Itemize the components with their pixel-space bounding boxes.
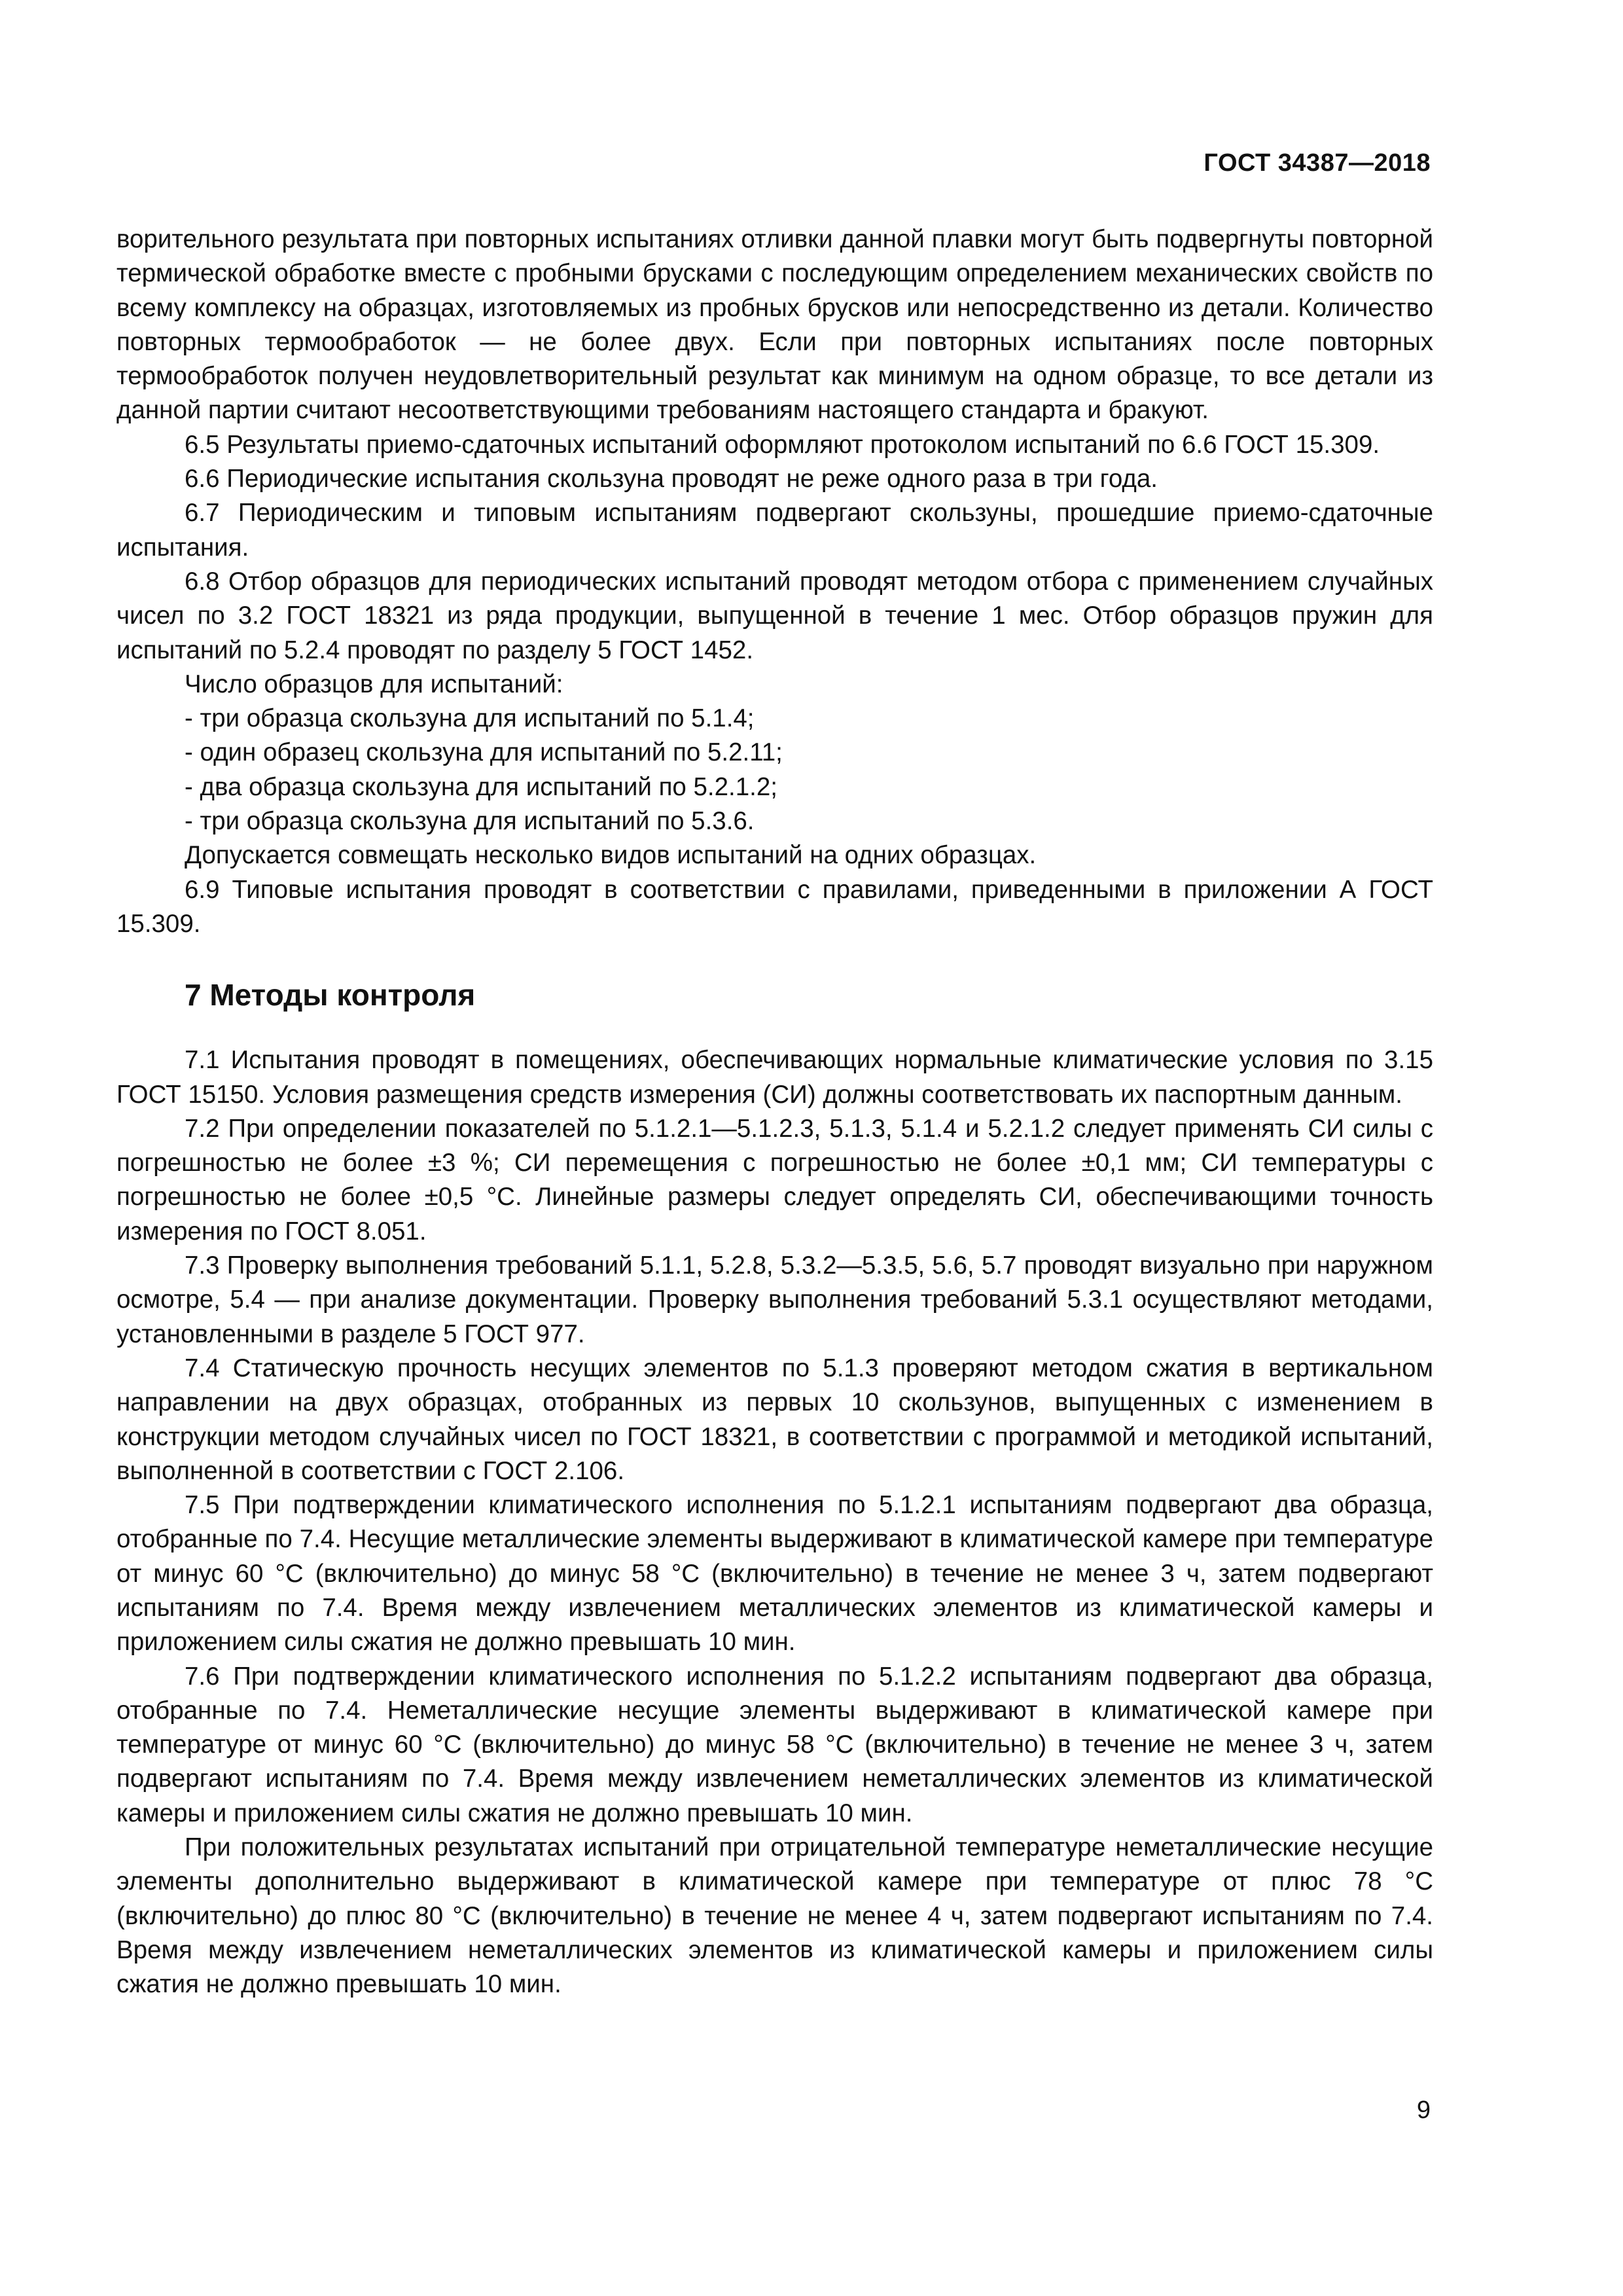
paragraph-6-6: 6.6 Периодические испытания скользуна проводят не реже одного раза в три года. — [185, 465, 1158, 493]
paragraph-7-6: 7.6 При подтверждении климатического исполнения по 5.1.2.2 испытаниям подвергают два образца, отобранные по 7.4. Неметаллические несущие элементы выдерживают в климатической камере при температуре от минус 60 °С (включительно) до минус 58 °С (включительно) в течение не менее 3 ч, затем подвергают испытаниям по 7.4. Время между извлечением неметаллических элементов из климатической камеры и приложением силы сжатия не должно превышать 10 мин. — [116, 1662, 1433, 1827]
list-item: - два образца скользуна для испытаний по 5.2.1.2; — [185, 772, 777, 801]
paragraph-6-9: 6.9 Типовые испытания проводят в соответствии с правилами, приведенными в приложении А ГОСТ 15.309. — [116, 875, 1433, 938]
document-body — [116, 223, 1433, 2002]
paragraph-positive-results: При положительных результатах испытаний при отрицательной температуре неметаллические несущие элементы дополнительно выдерживают в климатической камере при температуре от плюс 78 °С (включительно) до плюс 80 °С (включительно) в течение не менее 4 ч, затем подвергают испытаниям по 7.4. Время между извлечением неметаллических элементов из климатической камеры и приложением силы сжатия не должно превышать 10 мин. — [116, 1833, 1433, 1999]
paragraph-7-3: 7.3 Проверку выполнения требований 5.1.1, 5.2.8, 5.3.2—5.3.5, 5.6, 5.7 проводят визуально при наружном осмотре, 5.4 — при анализе документации. Проверку выполнения требований 5.3.1 осуществляют методами, установленными в разделе 5 ГОСТ 977. — [116, 1251, 1433, 1348]
paragraph-6-8: 6.8 Отбор образцов для периодических испытаний проводят методом отбора с применением случайных чисел по 3.2 ГОСТ 18321 из ряда продукции, выпущенной в течение 1 мес. Отбор образцов пружин для испытаний по 5.2.4 проводят по разделу 5 ГОСТ 1452. — [116, 567, 1433, 664]
paragraph-7-4: 7.4 Статическую прочность несущих элементов по 5.1.3 проверяют методом сжатия в вертикальном направлении на двух образцах, отобранных из первых 10 скользунов, выпущенных с изменением в конструкции методом случайных чисел по ГОСТ 18321, в соответствии с программой и методикой испытаний, выполненной в соответствии с ГОСТ 2.106. — [116, 1354, 1433, 1485]
paragraph-6-7: 6.7 Периодическим и типовым испытаниям подвергают скользуны, прошедшие приемо-сдаточные испытания. — [116, 499, 1433, 562]
list-item: - три образца скользуна для испытаний по 5.1.4; — [185, 704, 755, 733]
paragraph-continuation: ворительного результата при повторных испытаниях отливки данной плавки могут быть подвергнуты повторной термической обработке вместе с пробными брусками с последующим определением механических свойств по всему комплексу на образцах, изготовляемых из пробных брусков или непосредственно из детали. Количество повторных термообработок — не более двух. Если при повторных испытаниях после повторных термообработок получен неудовлетворительный результат как минимум на одном образце, то все детали из данной партии считают несоответствующими требованиям настоящего стандарта и бракуют. — [116, 225, 1433, 425]
paragraph-7-2: 7.2 При определении показателей по 5.1.2.1—5.1.2.3, 5.1.3, 5.1.4 и 5.2.1.2 следует применять СИ силы с погрешностью не более ±3 %; СИ перемещения с погрешностью не более ±0,1 мм; СИ температуры с погрешностью не более ±0,5 °С. Линейные размеры следует определять СИ, обеспечивающими точность измерения по ГОСТ 8.051. — [116, 1114, 1433, 1246]
document-header-id: ГОСТ 34387—2018 — [1204, 149, 1431, 177]
paragraph-7-1: 7.1 Испытания проводят в помещениях, обеспечивающих нормальные климатические условия по 3.15 ГОСТ 15150. Условия размещения средств измерения (СИ) должны соответствовать их паспортным данным. — [116, 1046, 1433, 1109]
section-heading-7: 7 Методы контроля — [185, 978, 476, 1013]
list-item: - три образца скользуна для испытаний по 5.3.6. — [185, 807, 755, 836]
page-number: 9 — [1416, 2096, 1431, 2124]
paragraph-sample-count: Число образцов для испытаний: — [185, 670, 563, 698]
paragraph-6-5: 6.5 Результаты приемо-сдаточных испытаний оформляют протоколом испытаний по 6.6 ГОСТ 15.309. — [185, 430, 1380, 459]
paragraph-7-5: 7.5 При подтверждении климатического исполнения по 5.1.2.1 испытаниям подвергают два образца, отобранные по 7.4. Несущие металлические элементы выдерживают в климатической камере при температуре от минус 60 °С (включительно) до минус 58 °С (включительно) в течение не менее 3 ч, затем подвергают испытаниям по 7.4. Время между извлечением металлических элементов из климатической камеры и приложением силы сжатия не должно превышать 10 мин. — [116, 1491, 1433, 1657]
list-item: - один образец скользуна для испытаний по 5.2.11; — [185, 738, 783, 767]
paragraph-combined-tests: Допускается совмещать несколько видов испытаний на одних образцах. — [185, 841, 1037, 870]
